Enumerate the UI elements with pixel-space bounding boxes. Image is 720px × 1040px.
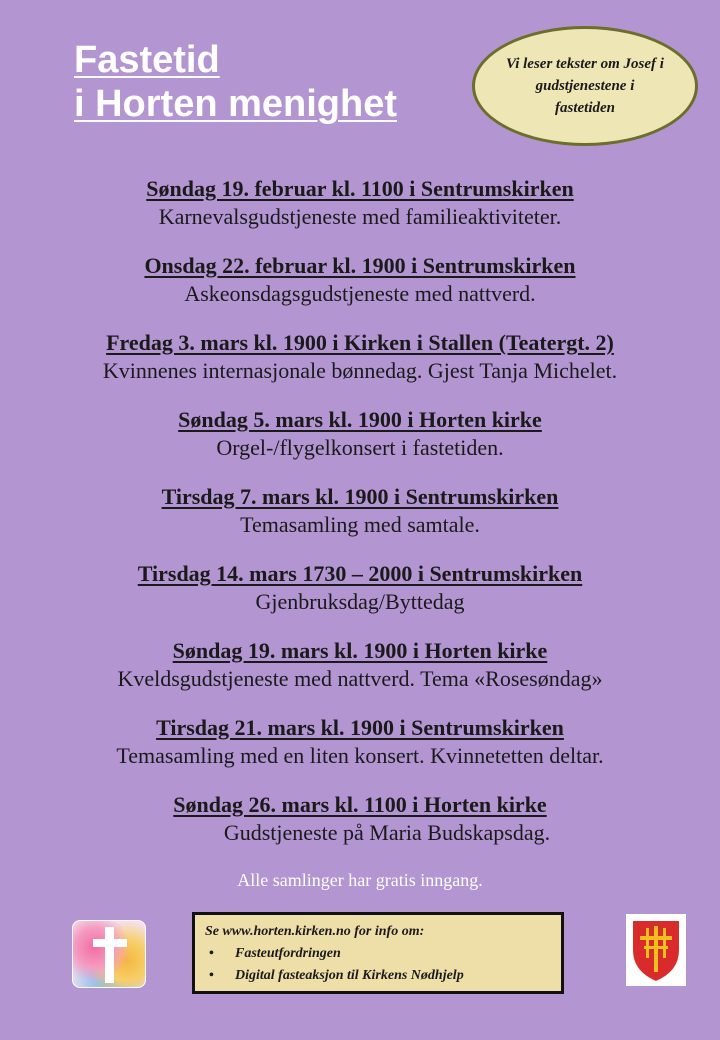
event-heading: Søndag 26. mars kl. 1100 i Horten kirke bbox=[173, 792, 547, 817]
event-description: Gudstjeneste på Maria Budskapsdag. bbox=[223, 820, 551, 845]
event-description: Karnevalsgudstjeneste med familieaktiviteter. bbox=[158, 204, 562, 229]
bullet: • bbox=[209, 968, 214, 983]
event-heading: Søndag 19. februar kl. 1100 i Sentrumskirken bbox=[146, 176, 574, 201]
title-line-2: i Horten menighet bbox=[74, 83, 398, 125]
event-description: Askeonsdagsgudstjeneste med nattverd. bbox=[184, 281, 536, 306]
event-item bbox=[0, 561, 720, 638]
event-item bbox=[0, 484, 720, 561]
info-item-text: Fasteutfordringen bbox=[235, 946, 341, 961]
josef-note-text: Vi leser tekster om Josef i gudstjenestene i fastetiden bbox=[506, 56, 664, 116]
event-item bbox=[0, 176, 720, 253]
title-line-1: Fastetid bbox=[74, 39, 220, 81]
info-box bbox=[192, 912, 564, 994]
event-heading: Søndag 19. mars kl. 1900 i Horten kirke bbox=[172, 638, 548, 663]
event-item bbox=[0, 253, 720, 330]
josef-note-oval bbox=[472, 26, 698, 146]
event-item bbox=[0, 715, 720, 792]
event-heading: Tirsdag 14. mars 1730 – 2000 i Sentrumskirken bbox=[137, 561, 583, 586]
event-heading: Tirsdag 7. mars kl. 1900 i Sentrumskirken bbox=[161, 484, 559, 509]
event-description: Gjenbruksdag/Byttedag bbox=[255, 589, 465, 614]
crest-svg bbox=[626, 914, 686, 986]
event-description: Kveldsgudstjeneste med nattverd. Tema «Rosesøndag» bbox=[117, 666, 603, 691]
event-heading: Onsdag 22. februar kl. 1900 i Sentrumskirken bbox=[144, 253, 576, 278]
event-item bbox=[0, 638, 720, 715]
event-item bbox=[0, 330, 720, 407]
info-list bbox=[205, 943, 551, 987]
event-description: Temasamling med samtale. bbox=[240, 512, 480, 537]
event-heading: Søndag 5. mars kl. 1900 i Horten kirke bbox=[178, 407, 542, 432]
church-of-norway-crest-icon bbox=[626, 914, 686, 986]
page-title bbox=[74, 38, 397, 126]
event-item bbox=[0, 407, 720, 484]
event-heading: Tirsdag 21. mars kl. 1900 i Sentrumskirken bbox=[156, 715, 564, 740]
info-item-text: Digital fasteaksjon til Kirkens Nødhjelp bbox=[235, 968, 464, 983]
event-description: Orgel-/flygelkonsert i fastetiden. bbox=[216, 435, 504, 460]
info-list-item bbox=[205, 943, 551, 965]
event-description: Kvinnenes internasjonale bønnedag. Gjest Tanja Michelet. bbox=[102, 358, 618, 383]
event-heading: Fredag 3. mars kl. 1900 i Kirken i Stallen (Teatergt. 2) bbox=[106, 330, 614, 355]
cross-logo-icon bbox=[72, 920, 146, 988]
info-intro: Se www.horten.kirken.no for info om: bbox=[205, 924, 425, 939]
cross-vertical bbox=[105, 927, 114, 983]
event-item bbox=[0, 792, 720, 869]
free-entry-note: Alle samlinger har gratis inngang. bbox=[237, 870, 483, 890]
cross-horizontal bbox=[93, 939, 127, 947]
bullet: • bbox=[209, 946, 214, 961]
event-list bbox=[0, 176, 720, 869]
info-list-item bbox=[205, 965, 551, 987]
event-description: Temasamling med en liten konsert. Kvinnetetten deltar. bbox=[116, 743, 604, 768]
